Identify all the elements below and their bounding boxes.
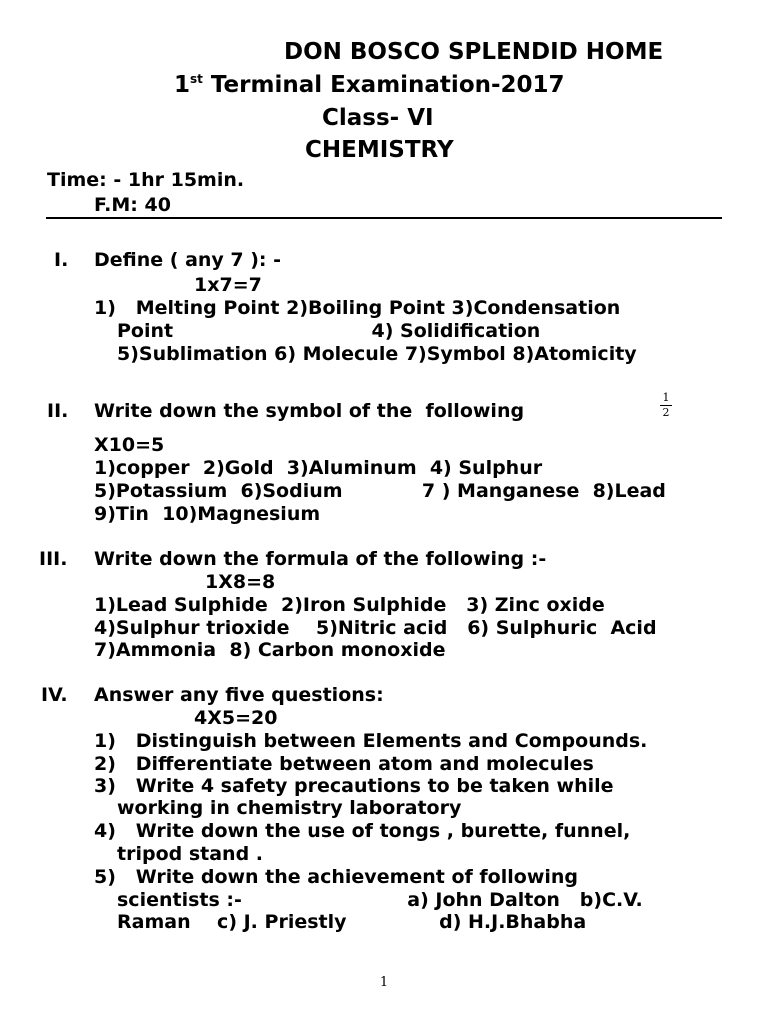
fraction-denominator: 2 [662,406,670,419]
header-divider [46,217,722,219]
q1-line: 5)Sublimation 6) Molecule 7)Symbol 8)Atomicity [117,343,637,365]
q1-marks: 1x7=7 [194,274,262,296]
q2-number: II. [47,400,69,422]
time-label: Time: - 1hr 15min. [47,169,245,191]
exam-title-superscript: st [190,72,203,86]
q4-marks: 4X5=20 [194,707,278,729]
q1-title: Define ( any 7 ): - [94,249,282,271]
q4-title: Answer any five questions: [94,684,384,706]
q3-line: 7)Ammonia 8) Carbon monoxide [94,639,446,661]
full-marks-label: F.M: 40 [94,194,171,216]
q1-line: Point 4) Solidification [117,320,541,342]
q2-line: 5)Potassium 6)Sodium 7 ) Manganese 8)Lead [94,480,666,502]
fraction-numerator: 1 [662,391,670,404]
q4-line: 5) Write down the achievement of following [94,866,579,888]
q4-line: scientists :- a) John Dalton b)C.V. [117,889,643,911]
q2-line: 9)Tin 10)Magnesium [94,503,321,525]
q1-line: 1) Melting Point 2)Boiling Point 3)Condensation [94,297,621,319]
q4-line: 4) Write down the use of tongs , burette, funnel, [94,820,631,842]
page-number: 1 [379,975,389,990]
exam-title-prefix: 1 [174,72,191,98]
q4-number: IV. [41,684,68,706]
q3-marks: 1X8=8 [205,571,276,593]
q2-line: 1)copper 2)Gold 3)Aluminum 4) Sulphur [94,457,543,479]
q1-number: I. [54,249,69,271]
q3-line: 1)Lead Sulphide 2)Iron Sulphide 3) Zinc oxide [94,594,605,616]
q2-title: Write down the symbol of the following [94,400,525,422]
school-name: DON BOSCO SPLENDID HOME [284,39,664,65]
q4-line: 2) Differentiate between atom and molecules [94,753,594,775]
q4-line: 3) Write 4 safety precautions to be taken while [94,775,614,797]
half-fraction [660,392,672,419]
subject-title: CHEMISTRY [305,137,454,163]
q3-title: Write down the formula of the following :- [94,548,547,570]
q3-number: III. [39,548,68,570]
exam-title [174,70,565,100]
q4-line: 1) Distinguish between Elements and Compounds. [94,730,648,752]
exam-title-rest: Terminal Examination-2017 [202,72,565,98]
q2-marks: X10=5 [94,434,165,456]
class-title: Class- VI [322,105,434,131]
q4-line: tripod stand . [117,843,264,865]
q4-line: Raman c) J. Priestly d) H.J.Bhabha [117,911,587,933]
q4-line: working in chemistry laboratory [117,797,462,819]
q3-line: 4)Sulphur trioxide 5)Nitric acid 6) Sulphuric Acid [94,617,657,639]
